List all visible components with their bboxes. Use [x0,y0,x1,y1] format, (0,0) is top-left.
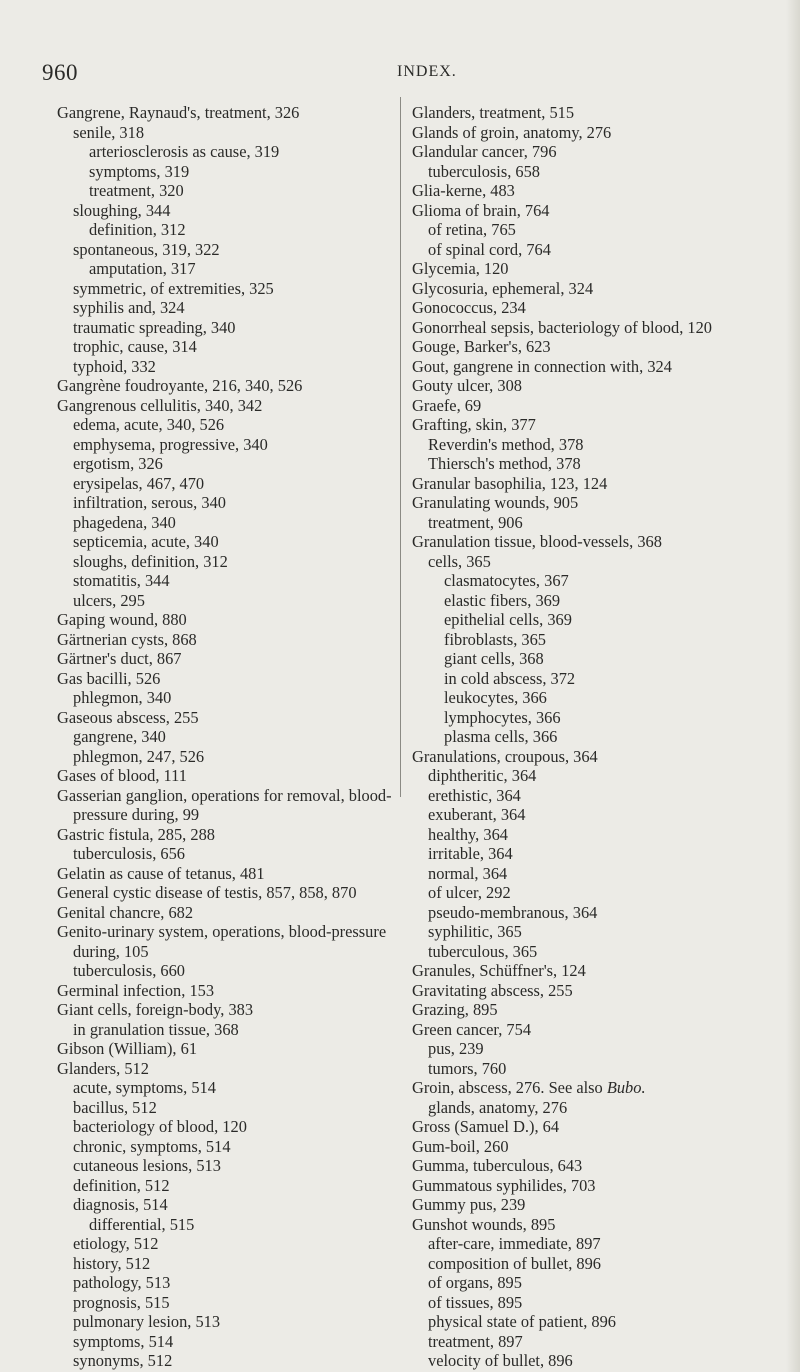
entry-text: Glands of groin, anatomy, 276 [412,122,612,142]
entry-text: edema, acute, 340, 526 [73,415,225,434]
index-subentry [57,552,392,572]
index-subentry [57,1195,392,1215]
entry-text: plasma cells, 366 [444,727,558,746]
entry-text: of ulcer, 292 [428,883,511,902]
entry-text: treatment, 320 [89,181,184,200]
entry-text: emphysema, progressive, 340 [73,434,268,454]
index-subentry [412,454,757,474]
index-subentry [57,220,392,240]
index-entry [412,201,757,221]
index-entry [412,981,757,1001]
entry-text: pseudo-membranous, 364 [428,902,598,922]
page-title: INDEX. [397,63,457,80]
entry-text: tuberculous, 365 [428,941,538,961]
index-entry [57,922,392,961]
entry-text: phlegmon, 247, 526 [73,746,205,766]
entry-text: treatment, 897 [428,1331,523,1351]
index-subentry [412,864,757,884]
entry-text: Gravitating abscess, 255 [412,980,573,1000]
entry-text: tumors, 760 [428,1058,507,1078]
entry-text: Reverdin's method, 378 [428,434,584,454]
entry-text: Gross (Samuel D.), 64 [412,1117,560,1136]
entry-text: erethistic, 364 [428,785,521,805]
entry-text: Gummy pus, 239 [412,1195,526,1214]
index-subentry [57,1137,392,1157]
entry-text: Groin, abscess, 276. See also [412,1078,607,1097]
entry-text: Gärtner's duct, 867 [57,649,182,668]
index-subentry [412,805,757,825]
index-subentry [412,766,757,786]
entry-text: Gunshot wounds, 895 [412,1214,556,1234]
index-entry [412,181,757,201]
index-subentry [412,162,757,182]
entry-text: spontaneous, 319, 322 [73,239,220,259]
entry-text: Glycosuria, ephemeral, 324 [412,278,594,298]
index-subentry [57,688,392,708]
index-entry [57,376,392,396]
index-subentry [412,220,757,240]
index-entry [57,396,392,416]
index-subentry [57,1312,392,1332]
page-edge-shadow [786,0,800,1372]
entry-text: Gastric fistula, 285, 288 [57,824,215,844]
index-subentry [57,337,392,357]
index-subentry [412,1273,757,1293]
entry-text: infiltration, serous, 340 [73,493,226,512]
entry-text: irritable, 364 [428,844,513,863]
entry-text: Granules, Schüffner's, 124 [412,961,586,980]
index-entry [412,396,757,416]
index-subentry [57,747,392,767]
index-entry [412,1078,757,1098]
entry-text: Granulations, croupous, 364 [412,746,598,766]
entry-text: chronic, symptoms, 514 [73,1136,231,1156]
entry-text: Granulating wounds, 905 [412,493,579,512]
index-subentry [57,240,392,260]
index-subentry [57,279,392,299]
index-subentry [412,513,757,533]
index-subentry [57,591,392,611]
entry-text: definition, 312 [89,220,186,239]
entry-text: clasmatocytes, 367 [444,571,569,590]
entry-text: epithelial cells, 369 [444,610,572,629]
index-entry [57,864,392,884]
index-subentry [412,649,757,669]
entry-text: velocity of bullet, 896 [428,1351,573,1370]
index-subentry [57,1332,392,1352]
index-subentry [412,688,757,708]
entry-text: composition of bullet, 896 [428,1253,601,1273]
index-subentry [57,1234,392,1254]
entry-text: Gaping wound, 880 [57,610,187,629]
index-subentry [412,610,757,630]
entry-text: bacillus, 512 [73,1097,157,1117]
entry-text: traumatic spreading, 340 [73,317,236,337]
running-head [42,60,742,84]
entry-text: Gibson (William), 61 [57,1039,198,1058]
entry-text: tuberculosis, 658 [428,161,540,181]
index-subentry [57,181,392,201]
entry-text: differential, 515 [89,1214,195,1234]
entry-text: bacteriology of blood, 120 [73,1117,247,1136]
entry-text: Genito-urinary system, operations, blood-pressure during, 105 [57,922,387,961]
index-entry [412,1156,757,1176]
index-subentry [57,1215,392,1235]
entry-text: General cystic disease of testis, 857, 858, 870 [57,883,357,902]
entry-text: Germinal infection, 153 [57,980,215,1000]
entry-text: prognosis, 515 [73,1292,170,1312]
entry-text: arteriosclerosis as cause, 319 [89,142,280,161]
entry-text: gangrene, 340 [73,727,166,746]
entry-text: Glandular cancer, 796 [412,142,557,161]
index-subentry [57,1020,392,1040]
index-subentry [412,942,757,962]
index-entry [57,649,392,669]
entry-text: Grazing, 895 [412,1000,498,1019]
index-subentry [412,1293,757,1313]
entry-text: syphilis and, 324 [73,298,185,317]
index-entry [57,610,392,630]
entry-text: diagnosis, 514 [73,1195,168,1214]
index-subentry [57,1293,392,1313]
index-subentry [57,435,392,455]
entry-text: tuberculosis, 656 [73,844,185,863]
index-entry [57,766,392,786]
index-entry [412,1137,757,1157]
entry-text: of spinal cord, 764 [428,239,551,259]
entry-text: Gumma, tuberculous, 643 [412,1156,583,1175]
entry-text: Gangrenous cellulitis, 340, 342 [57,395,263,415]
index-subentry [57,1351,392,1371]
index-subentry [57,1254,392,1274]
entry-text: symmetric, of extremities, 325 [73,278,274,298]
entry-text: Gonorrheal sepsis, bacteriology of blood, 120 [412,317,712,337]
cross-reference: Bubo. [606,1078,646,1097]
entry-text: ergotism, 326 [73,454,163,473]
index-subentry [57,142,392,162]
entry-text: Gasserian ganglion, operations for removal, blood-pressure during, 99 [57,785,392,824]
index-subentry [57,357,392,377]
index-entry [412,747,757,767]
index-column-left [57,103,392,1371]
entry-text: in cold abscess, 372 [444,668,576,688]
index-subentry [412,591,757,611]
index-entry [412,103,757,123]
index-subentry [57,727,392,747]
index-entry [57,903,392,923]
entry-text: normal, 364 [428,863,508,883]
entry-text: definition, 512 [73,1175,170,1195]
index-column-right [412,103,757,1371]
index-entry [57,825,392,845]
index-subentry [57,454,392,474]
entry-text: physical state of patient, 896 [428,1312,616,1331]
entry-text: exuberant, 364 [428,805,526,824]
entry-text: Glioma of brain, 764 [412,200,550,220]
entry-text: in granulation tissue, 368 [73,1019,239,1039]
index-subentry [57,1273,392,1293]
entry-text: cutaneous lesions, 513 [73,1156,221,1175]
entry-text: Genital chancre, 682 [57,902,194,922]
index-entry [412,532,757,552]
entry-text: Gas bacilli, 526 [57,668,161,688]
index-entry [57,708,392,728]
entry-text: phagedena, 340 [73,512,176,532]
index-subentry [412,1059,757,1079]
index-entry [412,259,757,279]
entry-text: tuberculosis, 660 [73,961,185,980]
index-subentry [57,201,392,221]
index-entry [57,981,392,1001]
entry-text: Gout, gangrene in connection with, 324 [412,356,672,376]
entry-text: pulmonary lesion, 513 [73,1312,221,1331]
index-subentry [57,474,392,494]
entry-text: Glanders, treatment, 515 [412,103,575,122]
index-subentry [412,1254,757,1274]
index-entry [57,669,392,689]
index-subentry [57,1156,392,1176]
index-entry [412,357,757,377]
entry-text: fibroblasts, 365 [444,629,546,649]
index-entry [412,123,757,143]
index-entry [412,279,757,299]
index-subentry [57,532,392,552]
index-subentry [57,1078,392,1098]
index-entry [412,1176,757,1196]
entry-text: acute, symptoms, 514 [73,1078,216,1097]
index-entry [57,1000,392,1020]
entry-text: Green cancer, 754 [412,1019,532,1039]
index-subentry [412,1234,757,1254]
index-entry [412,493,757,513]
index-subentry [57,1117,392,1137]
entry-text: lymphocytes, 366 [444,707,561,727]
entry-text: diphtheritic, 364 [428,766,537,785]
index-subentry [412,1039,757,1059]
index-entry [412,1117,757,1137]
index-subentry [57,1098,392,1118]
page-number: 960 [42,60,78,85]
entry-text: glands, anatomy, 276 [428,1097,568,1117]
index-subentry [412,1098,757,1118]
entry-text: Gases of blood, 111 [57,766,187,785]
index-subentry [412,240,757,260]
index-subentry [412,786,757,806]
entry-text: erysipelas, 467, 470 [73,473,205,493]
index-entry [412,376,757,396]
entry-text: Gärtnerian cysts, 868 [57,629,197,649]
entry-text: Gangrene, Raynaud's, treatment, 326 [57,103,300,122]
index-subentry [412,630,757,650]
index-subentry [57,493,392,513]
entry-text: after-care, immediate, 897 [428,1234,601,1253]
index-subentry [412,903,757,923]
entry-text: sloughing, 344 [73,200,171,220]
entry-text: Glanders, 512 [57,1058,149,1078]
index-subentry [412,552,757,572]
index-entry [412,474,757,494]
entry-text: leukocytes, 366 [444,688,547,707]
index-subentry [412,844,757,864]
entry-text: septicemia, acute, 340 [73,532,219,551]
index-subentry [412,1332,757,1352]
index-subentry [412,669,757,689]
index-subentry [412,1312,757,1332]
entry-text: phlegmon, 340 [73,688,172,707]
entry-text: syphilitic, 365 [428,922,522,941]
entry-text: trophic, cause, 314 [73,337,197,356]
index-entry [57,1059,392,1079]
index-subentry [412,825,757,845]
index-subentry [57,298,392,318]
index-entry [57,883,392,903]
index-entry [412,337,757,357]
index-subentry [412,1351,757,1371]
index-subentry [57,415,392,435]
entry-text: senile, 318 [73,122,145,142]
index-entry [412,1000,757,1020]
index-subentry [412,435,757,455]
index-entry [412,961,757,981]
index-entry [412,1020,757,1040]
index-entry [412,415,757,435]
index-subentry [412,883,757,903]
entry-text: pathology, 513 [73,1273,171,1292]
index-entry [412,1195,757,1215]
index-entry [412,318,757,338]
entry-text: Thiersch's method, 378 [428,454,581,473]
entry-text: stomatitis, 344 [73,571,170,590]
entry-text: giant cells, 368 [444,649,544,668]
index-subentry [412,708,757,728]
entry-text: Giant cells, foreign-body, 383 [57,1000,254,1019]
entry-text: Granular basophilia, 123, 124 [412,473,608,493]
entry-text: Graefe, 69 [412,395,482,415]
entry-text: treatment, 906 [428,512,523,532]
index-subentry [412,571,757,591]
entry-text: Gouty ulcer, 308 [412,376,522,395]
index-subentry [57,318,392,338]
index-subentry [57,513,392,533]
index-subentry [57,1176,392,1196]
index-subentry [57,571,392,591]
index-entry [412,1215,757,1235]
entry-text: sloughs, definition, 312 [73,551,228,571]
entry-text: etiology, 512 [73,1234,159,1253]
entry-text: Gum-boil, 260 [412,1136,509,1156]
index-subentry [57,123,392,143]
entry-text: synonyms, 512 [73,1351,173,1370]
index-subentry [57,259,392,279]
entry-text: Granulation tissue, blood-vessels, 368 [412,532,662,551]
entry-text: Glia-kerne, 483 [412,181,515,200]
entry-text: history, 512 [73,1253,151,1273]
entry-text: amputation, 317 [89,259,196,278]
index-entry [57,103,392,123]
entry-text: Gouge, Barker's, 623 [412,337,551,356]
entry-text: of organs, 895 [428,1273,522,1292]
index-subentry [412,922,757,942]
index-subentry [57,162,392,182]
entry-text: Grafting, skin, 377 [412,415,536,434]
entry-text: ulcers, 295 [73,590,145,610]
entry-text: Gonococcus, 234 [412,298,526,317]
index-entry [57,630,392,650]
entry-text: pus, 239 [428,1039,484,1058]
entry-text: cells, 365 [428,551,491,571]
index-entry [412,298,757,318]
index-subentry [412,727,757,747]
entry-text: Gaseous abscess, 255 [57,707,199,727]
column-divider [400,97,402,797]
entry-text: symptoms, 514 [73,1331,174,1351]
entry-text: of tissues, 895 [428,1292,523,1312]
index-subentry [57,844,392,864]
entry-text: healthy, 364 [428,824,508,844]
entry-text: Gummatous syphilides, 703 [412,1175,596,1195]
entry-text: Glycemia, 120 [412,259,509,278]
entry-text: symptoms, 319 [89,161,190,181]
entry-text: typhoid, 332 [73,356,156,376]
index-subentry [57,961,392,981]
entry-text: elastic fibers, 369 [444,590,561,610]
index-entry [57,786,392,825]
entry-text: of retina, 765 [428,220,516,239]
index-entry [412,142,757,162]
entry-text: Gangrène foudroyante, 216, 340, 526 [57,376,303,395]
entry-text: Gelatin as cause of tetanus, 481 [57,863,265,883]
index-entry [57,1039,392,1059]
